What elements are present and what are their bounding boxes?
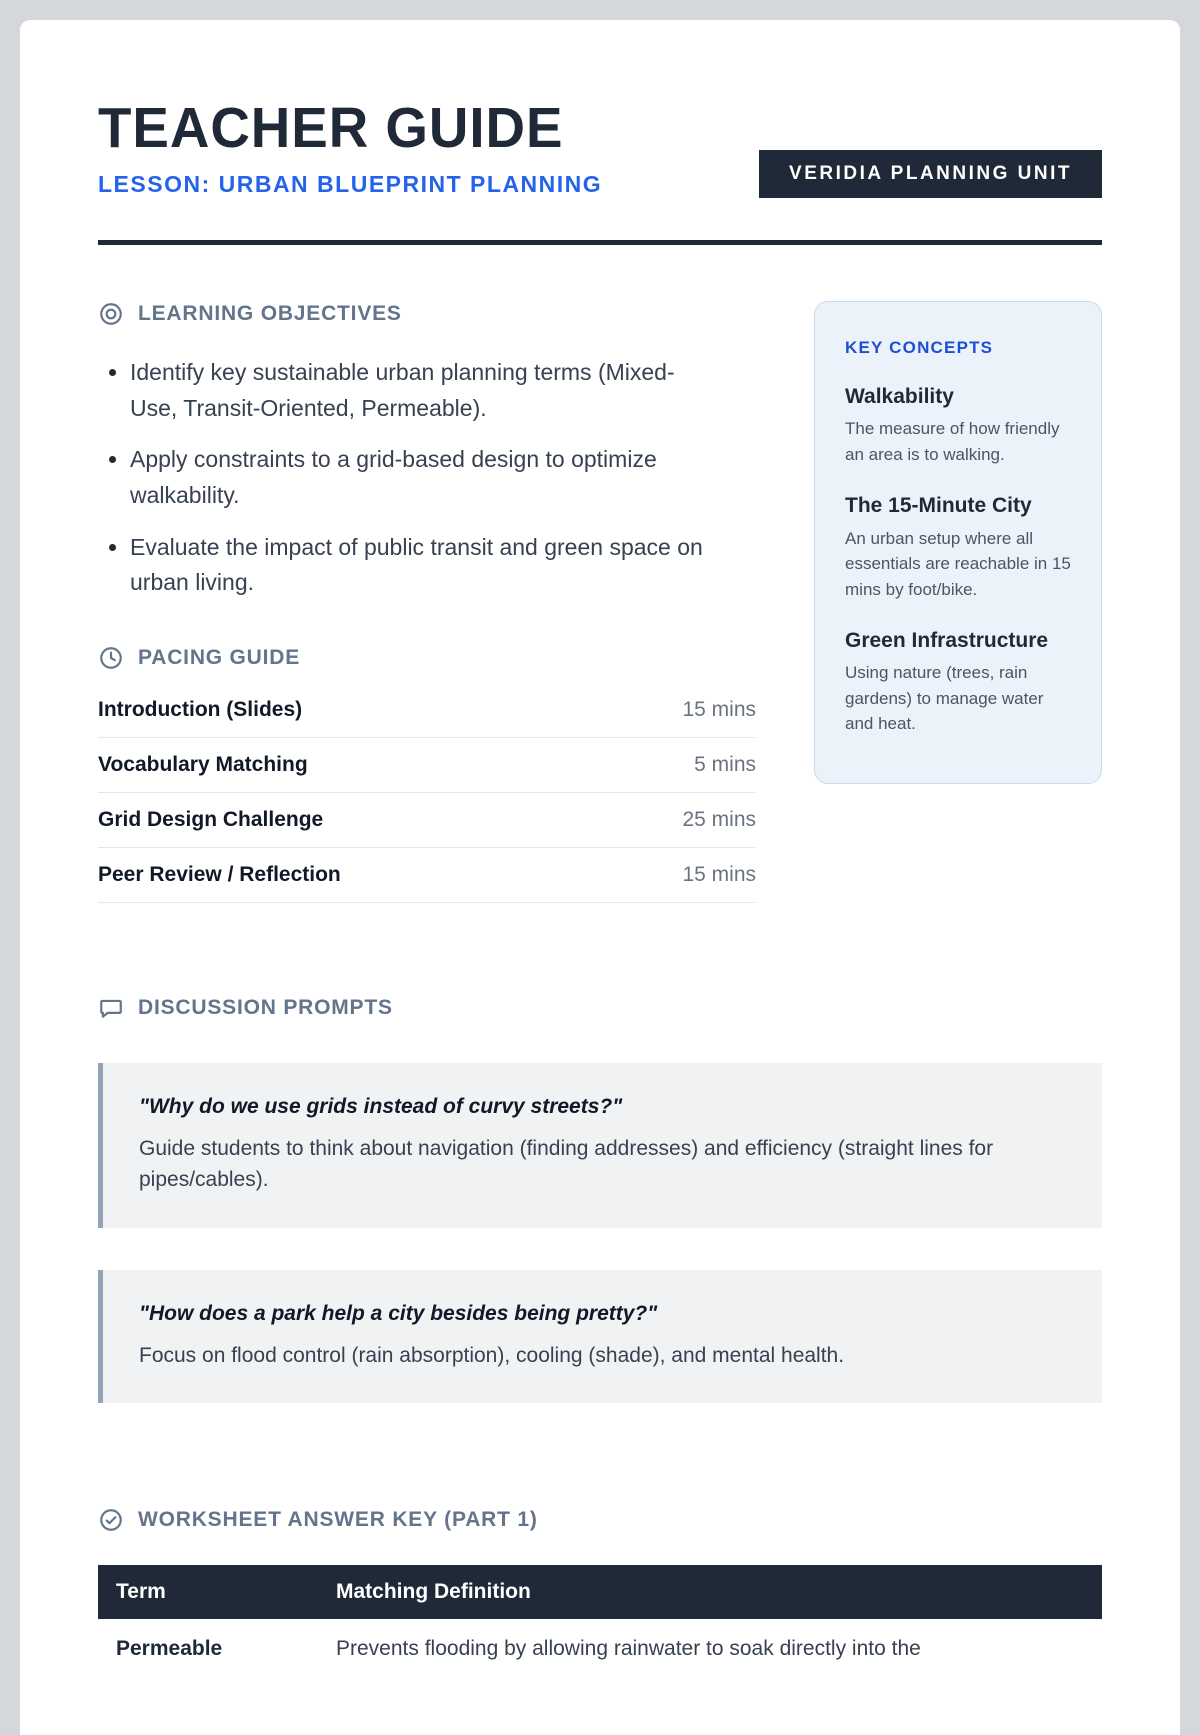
discussion-section bbox=[98, 995, 1102, 1404]
pacing-row bbox=[98, 683, 756, 738]
concept-item bbox=[845, 628, 1071, 737]
pacing-time: 25 mins bbox=[682, 807, 756, 831]
header-divider bbox=[98, 240, 1102, 245]
pacing-guide-heading bbox=[98, 645, 756, 671]
answer-key-section bbox=[98, 1507, 1102, 1675]
learning-objectives-heading bbox=[98, 301, 756, 327]
pacing-time: 5 mins bbox=[694, 752, 756, 776]
discussion-prompts-heading bbox=[98, 995, 1102, 1021]
objectives-list bbox=[98, 355, 708, 601]
concept-definition: An urban setup where all essentials are reachable in 15 mins by foot/bike. bbox=[845, 528, 1071, 599]
objective-item: • Apply constraints to a grid-based design to optimize walkability. bbox=[130, 442, 708, 513]
prompt-question: "How does a park help a city besides being pretty?" bbox=[139, 1301, 658, 1325]
prompt-guidance: Guide students to think about navigation (finding addresses) and efficiency (straight lines for pipes/cables). bbox=[139, 1136, 994, 1192]
document-page bbox=[20, 20, 1180, 1735]
speech-bubble-icon bbox=[98, 995, 124, 1021]
unit-badge: VERIDIA PLANNING UNIT bbox=[759, 150, 1102, 198]
pacing-row bbox=[98, 848, 756, 903]
left-column bbox=[98, 301, 756, 903]
target-icon bbox=[98, 301, 124, 327]
answer-key-table bbox=[98, 1565, 1102, 1675]
main-grid bbox=[98, 301, 1102, 903]
pacing-label: Peer Review / Reflection bbox=[98, 862, 341, 886]
prompt-question: "Why do we use grids instead of curvy streets?" bbox=[139, 1094, 623, 1118]
concept-item bbox=[845, 493, 1071, 602]
prompt-guidance: Focus on flood control (rain absorption), cooling (shade), and mental health. bbox=[139, 1343, 845, 1367]
discussion-prompt bbox=[98, 1063, 1102, 1228]
pacing-label: Vocabulary Matching bbox=[98, 752, 308, 776]
pacing-row bbox=[98, 793, 756, 848]
column-header-definition: Matching Definition bbox=[318, 1565, 1102, 1619]
pacing-label: Introduction (Slides) bbox=[98, 697, 303, 721]
pacing-time: 15 mins bbox=[682, 862, 756, 886]
check-circle-icon bbox=[98, 1507, 124, 1533]
key-concepts-heading: KEY CONCEPTS bbox=[845, 338, 994, 357]
concept-definition: The measure of how friendly an area is to walking. bbox=[845, 419, 1060, 464]
concept-term: The 15-Minute City bbox=[845, 494, 1032, 518]
section-label: PACING GUIDE bbox=[138, 645, 301, 669]
table-row bbox=[98, 1619, 1102, 1675]
section-label: DISCUSSION PROMPTS bbox=[138, 995, 393, 1019]
header bbox=[98, 96, 1102, 198]
concept-definition: Using nature (trees, rain gardens) to manage water and heat. bbox=[845, 663, 1044, 734]
concept-term: Green Infrastructure bbox=[845, 629, 1049, 652]
key-concepts-panel bbox=[814, 301, 1102, 784]
pacing-time: 15 mins bbox=[682, 697, 756, 721]
term-cell: Permeable bbox=[116, 1637, 223, 1661]
section-label: LEARNING OBJECTIVES bbox=[138, 302, 402, 325]
table-header-row bbox=[98, 1565, 1102, 1619]
answer-key-heading bbox=[98, 1507, 1102, 1533]
definition-cell: Prevents flooding by allowing rainwater to soak directly into the bbox=[336, 1637, 921, 1661]
objective-item: • Identify key sustainable urban planning terms (Mixed-Use, Transit-Oriented, Permeable). bbox=[130, 355, 708, 426]
title-block bbox=[98, 96, 603, 198]
objective-item: • Evaluate the impact of public transit and green space on urban living. bbox=[130, 530, 708, 601]
pacing-row bbox=[98, 738, 756, 793]
concept-item bbox=[845, 384, 1071, 467]
pacing-table bbox=[98, 683, 756, 903]
concept-term: Walkability bbox=[845, 385, 954, 408]
discussion-prompt bbox=[98, 1270, 1102, 1404]
section-label: WORKSHEET ANSWER KEY (PART 1) bbox=[138, 1508, 538, 1532]
pacing-label: Grid Design Challenge bbox=[98, 807, 324, 831]
clock-icon bbox=[98, 645, 124, 671]
page-title: TEACHER GUIDE bbox=[98, 96, 564, 160]
lesson-subtitle: LESSON: URBAN BLUEPRINT PLANNING bbox=[98, 171, 603, 197]
column-header-term: Term bbox=[98, 1565, 318, 1619]
